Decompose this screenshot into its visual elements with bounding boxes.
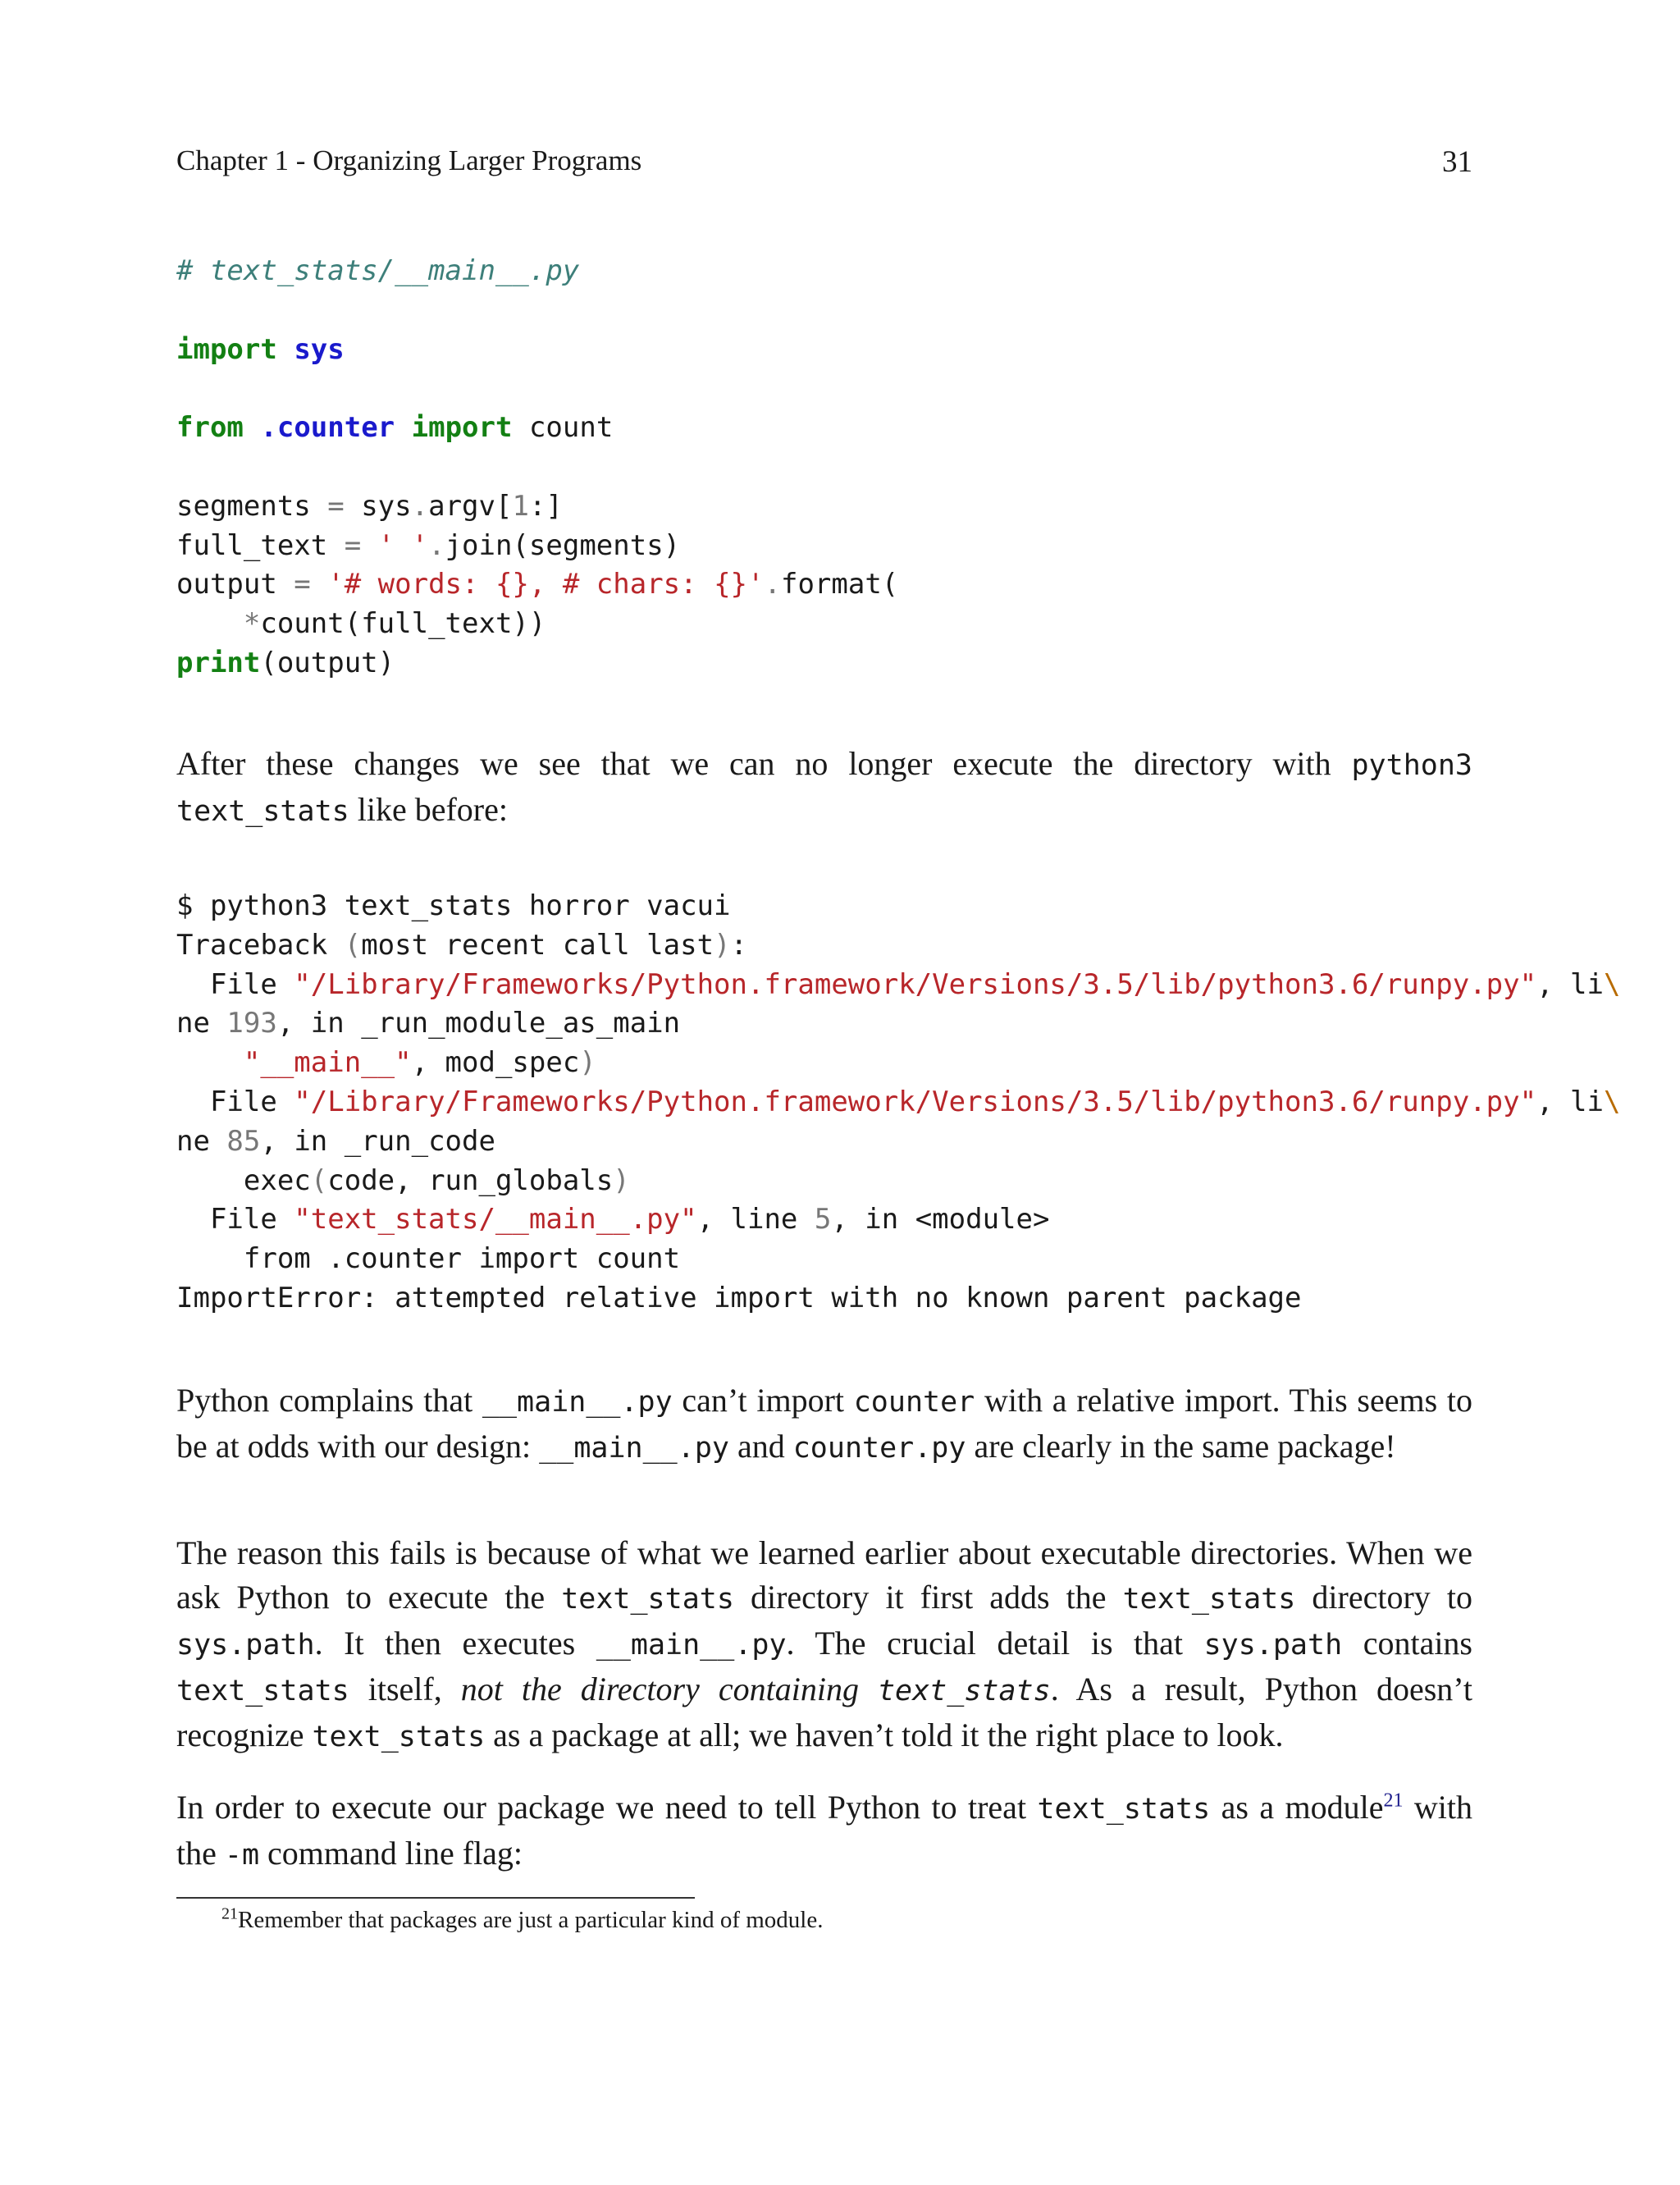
footnote-number: 21 xyxy=(221,1904,238,1923)
code-comment: # text_stats/__main__.py xyxy=(176,254,580,287)
footnote-text: Remember that packages are just a particular kind of module. xyxy=(238,1907,824,1933)
paragraph-after-changes: After these changes we see that we can no longer execute the directory with python3 text_stats like before: xyxy=(176,745,1472,828)
code-block-main-py: # text_stats/__main__.py import sys from .counter import count segments = sys.argv[1:] full_text = ' '.join(segments) output = '# words: {}, # chars: {}'.format( *count(full_text)) print(output) xyxy=(176,254,899,679)
footnote-divider xyxy=(176,1897,695,1899)
code-block-traceback: $ python3 text_stats horror vacui Traceback (most recent call last): File "/Library/Frameworks/Python.framework/Versions/3.5/lib/python3.6/runpy.py", li\ ne 193, in _run_module_as_main "__main__", mod_spec) File "/Library/Frameworks/Python.framework/Versions/3.5/lib/python3.6/runpy.py", li\ ne 85, in _run_code exec(code, run_globals) File "text_stats/__main__.py", line 5, in <module> from .counter import count ImportError: attempted relative import with no known parent package xyxy=(176,889,1621,1314)
running-header xyxy=(176,144,1472,185)
paragraph-reason-fails: The reason this fails is because of what we learned earlier about executable directories. When we ask Python to execute the text_stats directory it first adds the text_stats directory to sys.path. It then executes __main__.py. The crucial detail is that sys.path contains text_stats itself, not the directory containing text_stats. As a result, Python doesn’t recognize text_stats as a package at all; we haven’t told it the right place to look. xyxy=(176,1534,1472,1753)
footnote-ref-21[interactable]: 21 xyxy=(1383,1790,1404,1812)
chapter-title: Chapter 1 - Organizing Larger Programs xyxy=(176,144,642,176)
line-continuation-marker: \ xyxy=(1603,1085,1621,1118)
paragraph-execute-package: In order to execute our package we need to tell Python to treat text_stats as a module$^{21}$ with the -m command line flag: xyxy=(176,1789,1472,1872)
footnote-21 xyxy=(221,1904,824,1934)
page-number: 31 xyxy=(1442,145,1472,179)
paragraph-python-complains: Python complains that __main__.py can’t import counter with a relative import. This seems to be at odds with our design: __main__.py and counter.py are clearly in the same package! xyxy=(176,1382,1472,1465)
line-continuation-marker: \ xyxy=(1603,967,1621,1001)
